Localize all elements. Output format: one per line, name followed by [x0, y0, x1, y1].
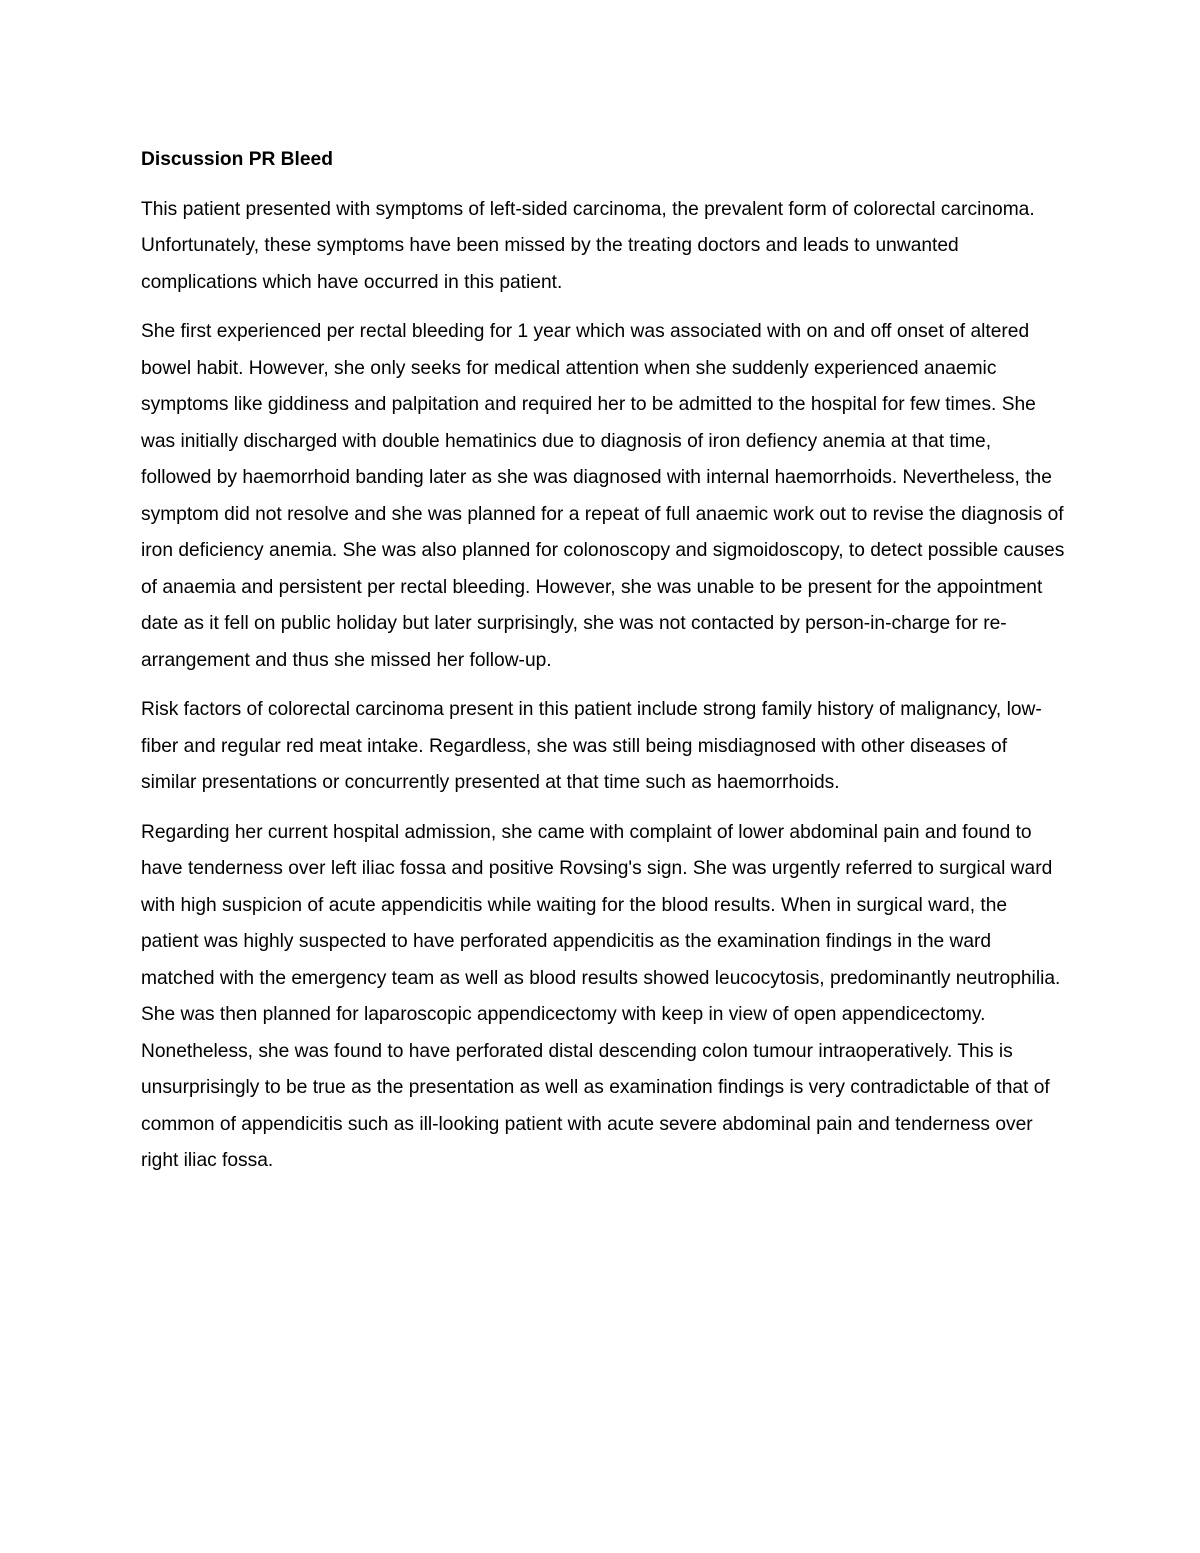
paragraph-intro: This patient presented with symptoms of left-sided carcinoma, the prevalent form of colorectal carcinoma. Unfortunately, these symptoms have been missed by the treating doctors and leads to unwanted complications which have occurred in this patient. — [141, 198, 1035, 293]
paragraph-risk-factors: Risk factors of colorectal carcinoma present in this patient include strong family history of malignancy, low-fiber and regular red meat intake. Regardless, she was still being misdiagnosed with other diseases of similar presentations or concurrently presented at that time such as haemorrhoids. — [141, 699, 1042, 793]
paragraph-history: She first experienced per rectal bleeding for 1 year which was associated with on and off onset of altered bowel habit. However, she only seeks for medical attention when she suddenly experienced anaemic symptoms like giddiness and palpitation and required her to be admitted to the hospital for few times. She was initially discharged with double hematinics due to diagnosis of iron defiency anemia at that time, followed by haemorrhoid banding later as she was diagnosed with internal haemorrhoids. Nevertheless, the symptom did not resolve and she was planned for a repeat of full anaemic work out to revise the diagnosis of iron deficiency anemia. She was also planned for colonoscopy and sigmoidoscopy, to detect possible causes of anaemia and persistent per rectal bleeding. However, she was unable to be present for the appointment date as it fell on public holiday but later surprisingly, she was not contacted by person-in-charge for re-arrangement and thus she missed her follow-up. — [141, 321, 1065, 671]
paragraph-admission: Regarding her current hospital admission, she came with complaint of lower abdominal pain and found to have tenderness over left iliac fossa and positive Rovsing's sign. She was urgently referred to surgical ward with high suspicion of acute appendicitis while waiting for the blood results. When in surgical ward, the patient was highly suspected to have perforated appendicitis as the examination findings in the ward matched with the emergency team as well as blood results showed leucocytosis, predominantly neutrophilia. She was then planned for laparoscopic appendicectomy with keep in view of open appendicectomy. Nonetheless, she was found to have perforated distal descending colon tumour intraoperatively. This is unsurprisingly to be true as the presentation as well as examination findings is very contradictable of that of common of appendicitis such as ill-looking patient with acute severe abdominal pain and tenderness over right iliac fossa. — [141, 821, 1061, 1171]
document-body — [141, 142, 1066, 1193]
document-title: Discussion PR Bleed — [141, 149, 333, 170]
